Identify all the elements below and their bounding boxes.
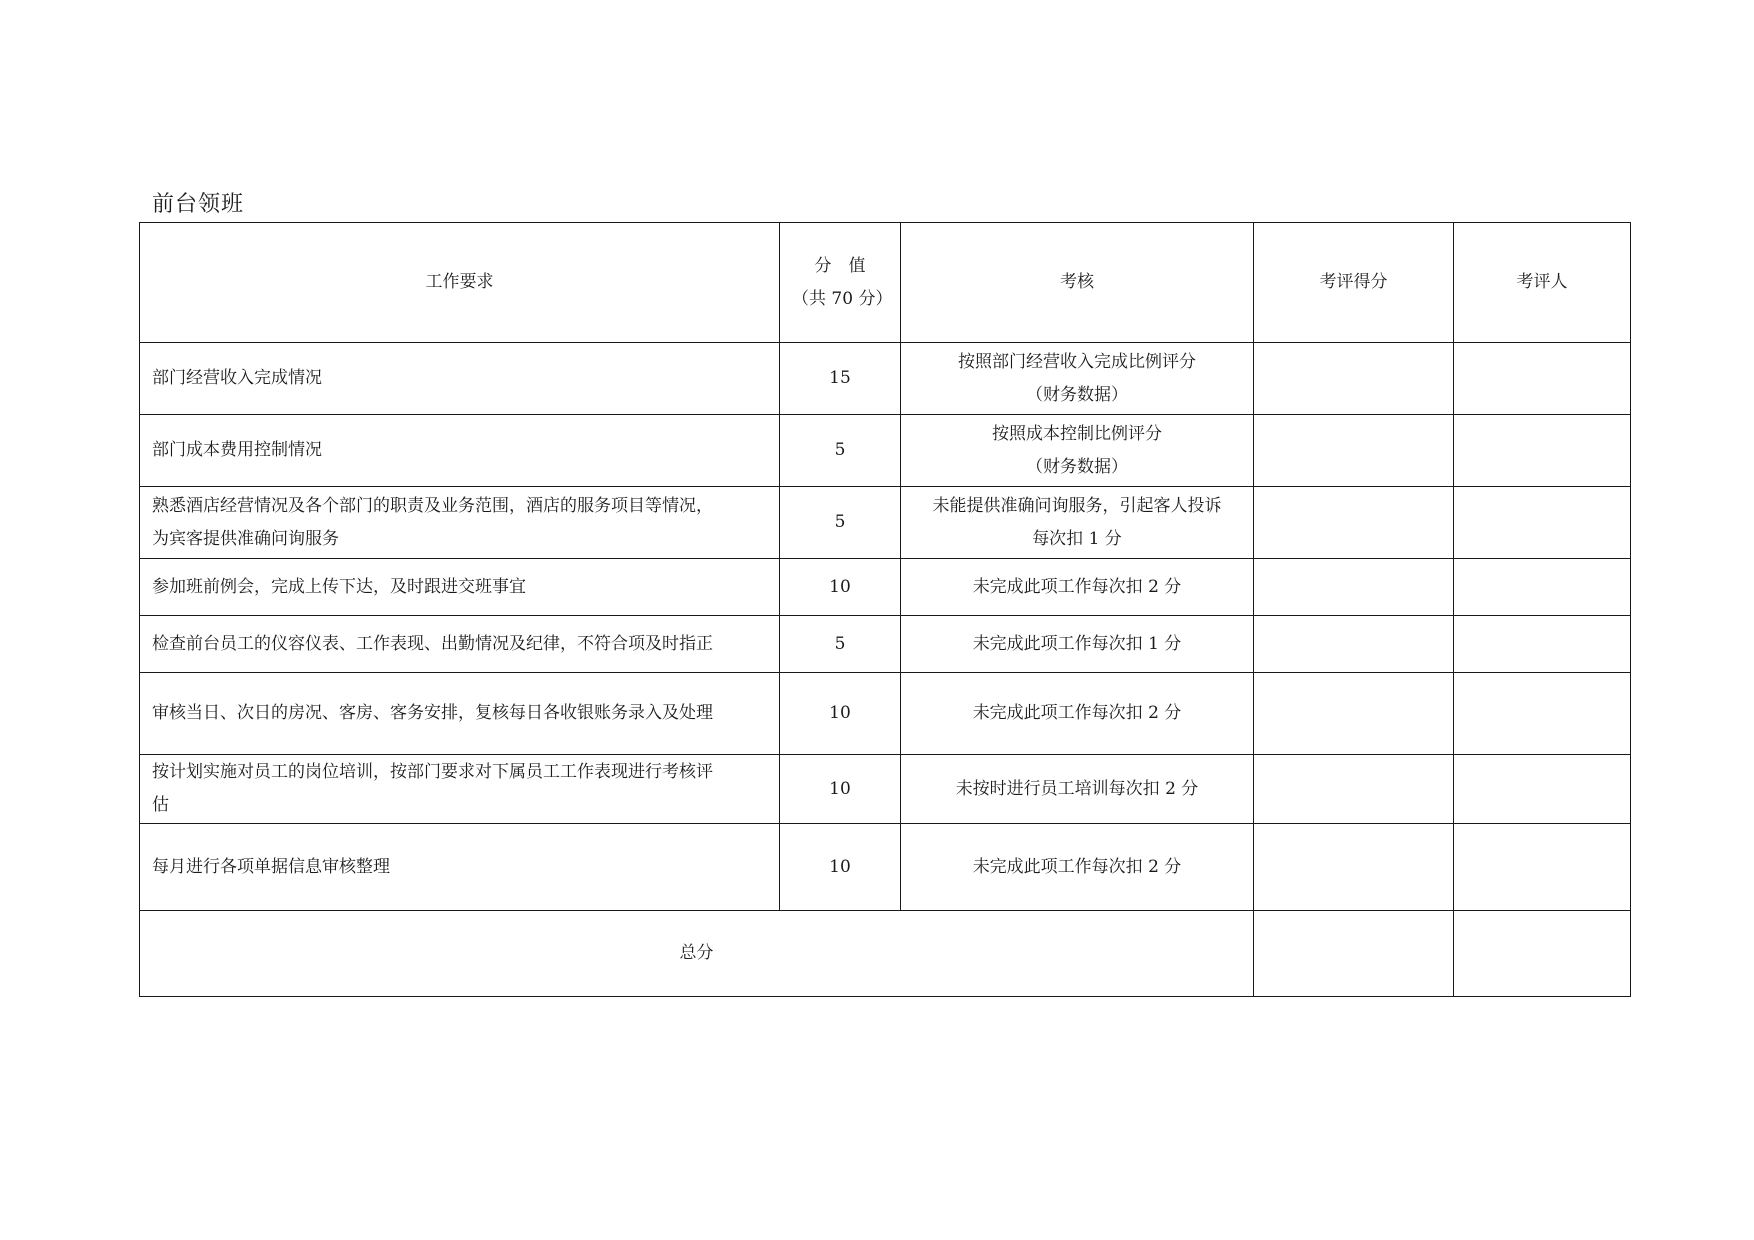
evaluator-cell[interactable]	[1454, 487, 1631, 559]
assessment-cell	[901, 559, 1254, 616]
evaluation-score-cell[interactable]	[1254, 415, 1454, 487]
table-row	[140, 755, 1631, 824]
page-title: 前台领班	[152, 192, 245, 217]
requirement-cell	[140, 755, 780, 824]
requirement-line: 熟悉酒店经营情况及各个部门的职责及业务范围，酒店的服务项目等情况，	[152, 495, 713, 516]
assessment-line: 未完成此项工作每次扣 2 分	[972, 576, 1182, 597]
header-evaluator: 考评人	[1454, 223, 1631, 343]
evaluation-score-cell[interactable]	[1254, 616, 1454, 673]
header-requirement: 工作要求	[140, 223, 780, 343]
total-evaluator-cell[interactable]	[1454, 911, 1631, 997]
header-score-label: 分 值	[814, 255, 866, 276]
requirement-cell	[140, 559, 780, 616]
score-cell: 10	[780, 755, 901, 824]
assessment-line: 按照部门经营收入完成比例评分	[958, 351, 1196, 372]
requirement-line: 每月进行各项单据信息审核整理	[152, 856, 390, 877]
requirement-cell	[140, 616, 780, 673]
header-score-total: （共 70 分）	[792, 288, 893, 309]
requirement-line: 估	[152, 795, 169, 815]
assessment-line: （财务数据）	[1026, 456, 1128, 477]
assessment-cell	[901, 755, 1254, 824]
total-label: 总分	[140, 911, 1254, 997]
requirement-line: 参加班前例会，完成上传下达，及时跟进交班事宜	[152, 576, 526, 597]
table-row	[140, 824, 1631, 911]
header-row	[140, 223, 1631, 343]
requirement-cell	[140, 487, 780, 559]
table-row	[140, 343, 1631, 415]
table-row	[140, 415, 1631, 487]
score-cell: 5	[780, 616, 901, 673]
assessment-cell	[901, 673, 1254, 755]
evaluator-cell[interactable]	[1454, 559, 1631, 616]
requirement-cell	[140, 343, 780, 415]
evaluation-score-cell[interactable]	[1254, 673, 1454, 755]
assessment-cell	[901, 487, 1254, 559]
assessment-line: 未按时进行员工培训每次扣 2 分	[955, 778, 1199, 799]
score-cell: 10	[780, 559, 901, 616]
evaluation-score-cell[interactable]	[1254, 559, 1454, 616]
assessment-line: 未完成此项工作每次扣 1 分	[972, 633, 1182, 654]
evaluator-cell[interactable]	[1454, 673, 1631, 755]
table-row	[140, 616, 1631, 673]
evaluation-score-cell[interactable]	[1254, 755, 1454, 824]
evaluation-score-cell[interactable]	[1254, 343, 1454, 415]
assessment-cell	[901, 343, 1254, 415]
evaluation-score-cell[interactable]	[1254, 824, 1454, 911]
evaluator-cell[interactable]	[1454, 824, 1631, 911]
header-evaluation-score: 考评得分	[1254, 223, 1454, 343]
assessment-line: 按照成本控制比例评分	[992, 423, 1162, 444]
score-cell: 5	[780, 487, 901, 559]
table-row	[140, 559, 1631, 616]
requirement-cell	[140, 824, 780, 911]
requirement-line: 部门成本费用控制情况	[152, 440, 322, 460]
score-cell: 10	[780, 673, 901, 755]
assessment-cell	[901, 824, 1254, 911]
assessment-line: 未完成此项工作每次扣 2 分	[972, 703, 1182, 723]
requirement-cell	[140, 673, 780, 755]
evaluator-cell[interactable]	[1454, 755, 1631, 824]
requirement-line: 部门经营收入完成情况	[152, 368, 322, 388]
score-cell: 15	[780, 343, 901, 415]
requirement-line: 按计划实施对员工的岗位培训，按部门要求对下属员工工作表现进行考核评	[152, 762, 713, 782]
assessment-line: 未完成此项工作每次扣 2 分	[972, 856, 1182, 877]
table-row	[140, 487, 1631, 559]
evaluator-cell[interactable]	[1454, 616, 1631, 673]
evaluation-table	[139, 222, 1631, 997]
score-cell: 10	[780, 824, 901, 911]
header-assessment: 考核	[901, 223, 1254, 343]
assessment-cell	[901, 415, 1254, 487]
score-cell: 5	[780, 415, 901, 487]
evaluation-score-cell[interactable]	[1254, 487, 1454, 559]
requirement-line: 检查前台员工的仪容仪表、工作表现、出勤情况及纪律，不符合项及时指正	[152, 633, 713, 654]
total-score-cell[interactable]	[1254, 911, 1454, 997]
total-row	[140, 911, 1631, 997]
table-row	[140, 673, 1631, 755]
requirement-line: 审核当日、次日的房况、客房、客务安排，复核每日各收银账务录入及处理	[152, 703, 713, 723]
header-score	[780, 223, 901, 343]
requirement-line: 为宾客提供准确问询服务	[152, 528, 339, 549]
evaluator-cell[interactable]	[1454, 343, 1631, 415]
assessment-line: 每次扣 1 分	[1032, 528, 1122, 549]
requirement-cell	[140, 415, 780, 487]
assessment-line: （财务数据）	[1026, 384, 1128, 405]
evaluator-cell[interactable]	[1454, 415, 1631, 487]
assessment-cell	[901, 616, 1254, 673]
assessment-line: 未能提供准确问询服务，引起客人投诉	[932, 495, 1222, 516]
